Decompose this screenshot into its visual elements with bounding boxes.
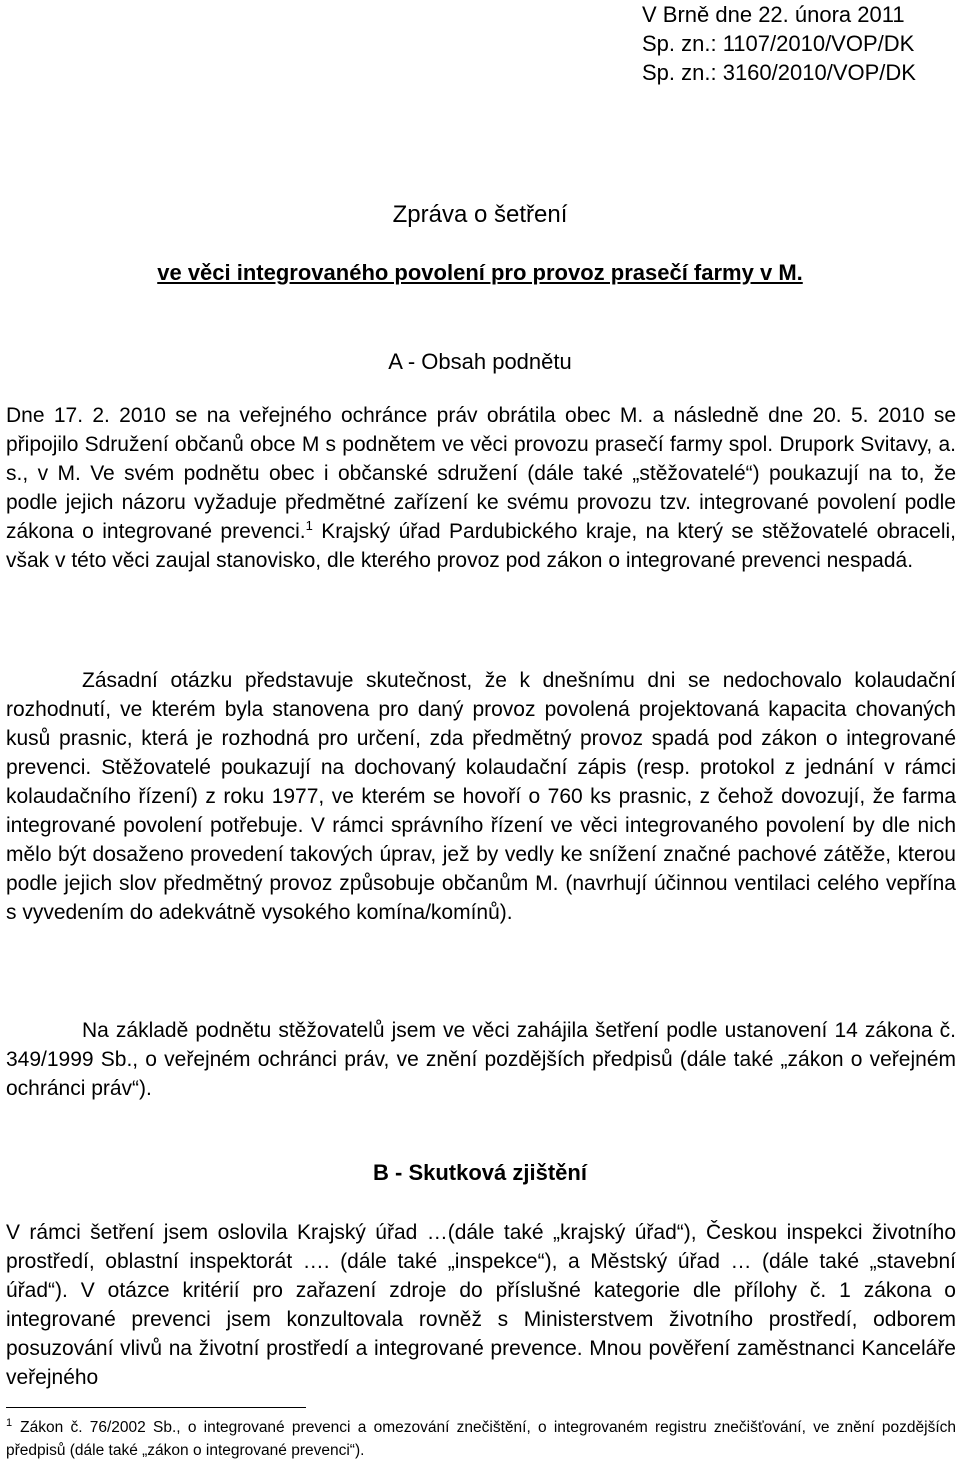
document-title: Zpráva o šetření xyxy=(392,201,568,228)
paragraph-1-text-b: Krajský úřad Pardubického kraje, na který se stěžovatelé obraceli, však v této věci zaujal stanovisko, dle kterého provoz pod zákon o integrované prevenci nespadá. xyxy=(6,520,957,572)
paragraph-4: V rámci šetření jsem oslovila Krajský úřad …(dále také „krajský úřad“), Českou inspekci životního prostředí, oblastní inspektorát …. (dále také „inspekce“), a Městský úřad … (dále také „stavební úřad“). V otázce kritérií pro zařazení zdroje do příslušné kategorie dle přílohy č. 1 zákona o integrované prevenci jsem konzultovala rovněž s Ministerstvem životního prostředí, odborem posuzování vlivů na životní prostředí a integrované prevence. Mnou pověření zaměstnanci Kanceláře veřejného xyxy=(6,1221,956,1389)
footnote-reference: 1 xyxy=(305,518,313,533)
paragraph-3: Na základě podnětu stěžovatelů jsem ve věci zahájila šetření podle ustanovení 14 zákona č. 349/1999 Sb., o veřejném ochránci práv, ve znění pozdějších předpisů (dále také „zákon o veřejném ochránci práv“). xyxy=(6,1019,956,1100)
paragraph-2: Zásadní otázku představuje skutečnost, že k dnešnímu dni se nedochovalo kolaudační rozhodnutí, ve kterém byla stanovena pro daný provoz povolená projektovaná kapacita chovaných kusů prasnic, která je rozhodná pro určení, zda předmětný provoz spadá pod zákon o integrované prevenci. Stěžovatelé poukazují na dochovaný kolaudační zápis (resp. protokol z jednání v rámci kolaudačního řízení) z roku 1977, ve kterém se hovoří o 760 ks prasnic, z čehož dovozují, že farma integrované povolení potřebuje. V rámci správního řízení ve věci integrovaného povolení by dle nich mělo být dosaženo provedení takových úprav, jež by vedly ke snížení značné pachové zátěže, kterou podle jejich slov předmětný provoz způsobuje občanům M. (navrhují účinnou ventilaci celého vepřína s vyvedením do adekvátně vysokého komína/komínů). xyxy=(6,669,956,924)
date-line: V Brně dne 22. února 2011 xyxy=(642,2,905,27)
reference-number-1: Sp. zn.: 1107/2010/VOP/DK xyxy=(642,31,915,56)
document-subtitle: ve věci integrovaného povolení pro provoz prasečí farmy v M. xyxy=(157,260,803,285)
document-header xyxy=(642,0,952,87)
footnote-text: Zákon č. 76/2002 Sb., o integrované prevenci a omezování znečištění, o integrovaném registru znečišťování, ve znění pozdějších předpisů (dále také „zákon o integrované prevenci“). xyxy=(6,1419,956,1459)
footnote-separator xyxy=(6,1407,306,1408)
footnote xyxy=(6,1416,956,1462)
paragraph-1 xyxy=(6,401,956,575)
section-b-heading: B - Skutková zjištění xyxy=(373,1160,587,1185)
paragraph-1-text-a: Dne 17. 2. 2010 se na veřejného ochránce práv obrátila obec M. a následně dne 20. 5. 2010 se připojilo Sdružení občanů obce M s podnětem ve věci provozu prasečí farmy spol. Drupork Svitavy, a. s., v M. Ve svém podnětu obec i občanské sdružení (dále také „stěžovatelé“) poukazují na to, že podle jejich názoru vyžaduje předmětné zařízení ke svému provozu tzv. integrované povolení podle zákona o integrované prevenci. xyxy=(6,404,956,543)
footnote-number: 1 xyxy=(6,1416,13,1429)
reference-number-2: Sp. zn.: 3160/2010/VOP/DK xyxy=(642,60,916,85)
section-a-heading: A - Obsah podnětu xyxy=(388,349,572,374)
